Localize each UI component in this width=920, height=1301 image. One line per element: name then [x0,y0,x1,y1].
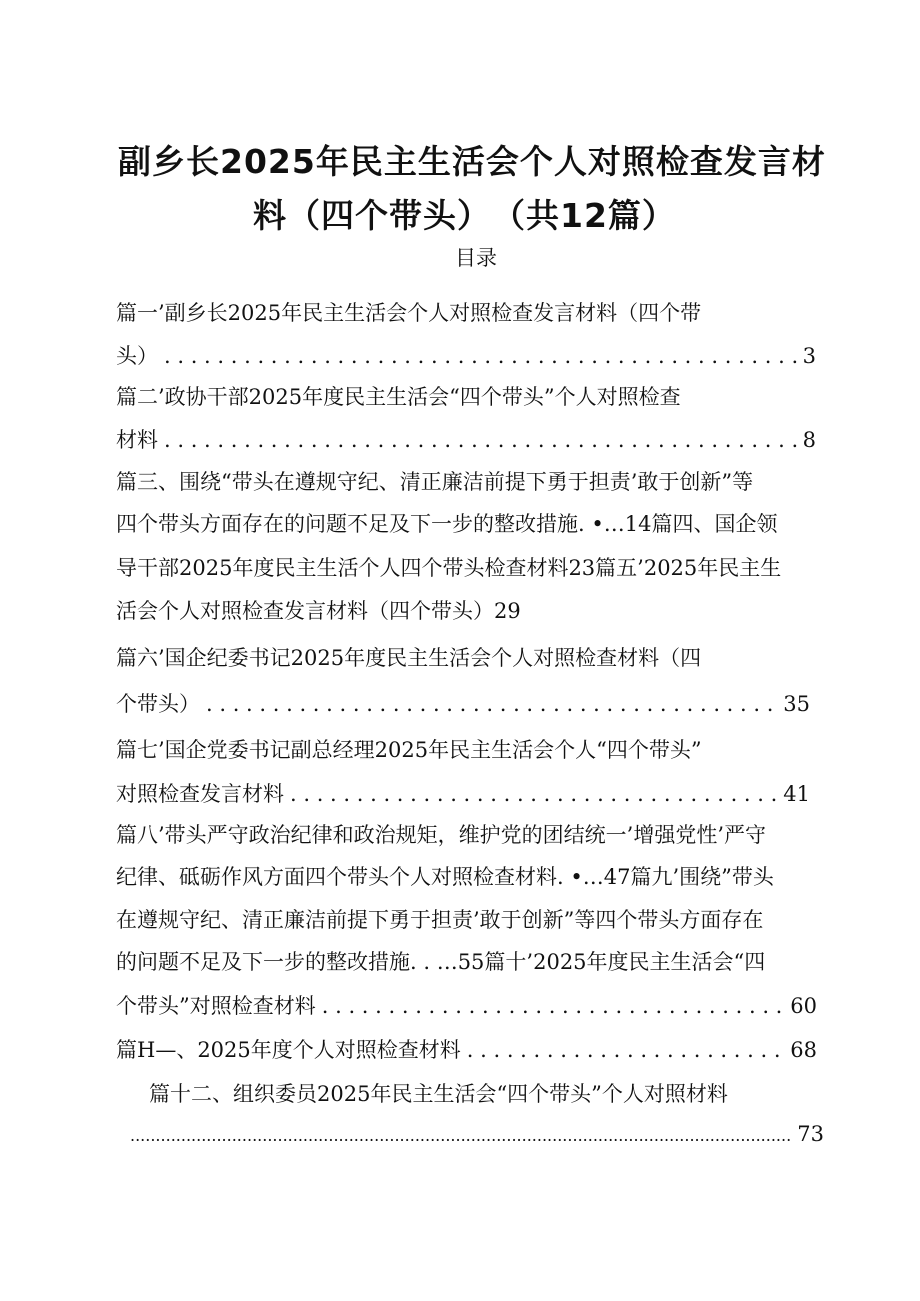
toc-page-number: 68 [790,1038,817,1062]
toc-paragraph-line[interactable]: 导干部2025年度民主生活个人四个带头检查材料23篇五’2025年民主生 [116,556,782,580]
toc-paragraph-line[interactable]: 纪律、砥砺作风方面四个带头个人对照检查材料. •…47篇九’围绕”带头 [116,865,774,889]
toc-entry-7[interactable] [116,778,810,808]
toc-entry-2-line1[interactable]: 篇二’政协干部2025年度民主生活会“四个带头”个人对照检查 [116,385,681,409]
toc-entry-6[interactable] [116,688,810,718]
toc-page-number: 3 [802,344,816,368]
toc-paragraph-line[interactable]: 篇三、围绕“带头在遵规守纪、清正廉洁前提下勇于担责’敢于创新”等 [116,470,754,494]
toc-entry-1[interactable] [116,340,816,370]
toc-entry-6-line2: 个带头） [116,692,200,716]
toc-paragraph-line[interactable]: 在遵规守纪、清正廉洁前提下勇于担责’敢于创新”等四个带头方面存在 [116,908,764,932]
toc-paragraph-line[interactable]: 四个带头方面存在的问题不足及下一步的整改措施. •…14篇四、国企领 [116,512,778,536]
toc-entry-11[interactable] [116,1034,817,1064]
toc-paragraph-line[interactable]: 活会个人对照检查发言材料（四个带头）29 [116,599,521,623]
toc-entry-2[interactable] [116,424,816,454]
toc-entry-12[interactable] [130,1122,824,1146]
toc-entry-10[interactable] [116,990,817,1020]
toc-paragraph-line[interactable]: 篇八’带头严守政治纪律和政治规矩，维护党的团结统一’增强党性’严守 [116,823,767,847]
toc-leader-dots [206,692,777,716]
toc-leader-dots [164,428,797,452]
toc-entry-7-line2: 对照检查发言材料 [116,782,284,806]
toc-entry-2-line2: 材料 [116,428,158,452]
toc-page-number: 35 [783,692,810,716]
toc-leader-dots [130,1122,791,1146]
toc-heading: 目录 [455,246,497,270]
toc-entry-7-line1[interactable]: 篇七’国企党委书记副总经理2025年民主生活会个人“四个带头” [116,738,702,762]
toc-page-number: 60 [790,994,817,1018]
toc-leader-dots [467,1038,785,1062]
toc-leader-dots [322,994,785,1018]
toc-entry-6-line1[interactable]: 篇六’国企纪委书记2025年度民主生活会个人对照检查材料（四 [116,646,702,670]
toc-page-number: 41 [783,782,810,806]
toc-page-number: 8 [802,428,816,452]
toc-entry-1-line1[interactable]: 篇一’副乡长2025年民主生活会个人对照检查发言材料（四个带 [116,301,702,325]
toc-leader-dots [164,344,797,368]
toc-paragraph-line[interactable]: 的问题不足及下一步的整改措施. . …55篇十’2025年度民主生活会“四 [116,950,766,974]
toc-entry-11-label: 篇H—、2025年度个人对照检查材料 [116,1038,461,1062]
toc-entry-10-line2: 个带头”对照检查材料 [116,994,316,1018]
toc-entry-1-line2: 头） [116,344,158,368]
toc-leader-dots [290,782,777,806]
toc-entry-12-line1[interactable]: 篇十二、组织委员2025年民主生活会“四个带头”个人对照材料 [149,1082,728,1106]
doc-title-line2: 料（四个带头） （共12篇） [253,196,676,235]
doc-title-line1: 副乡长2025年民主生活会个人对照检查发言材 [118,142,826,181]
toc-page-number: 73 [797,1122,824,1146]
